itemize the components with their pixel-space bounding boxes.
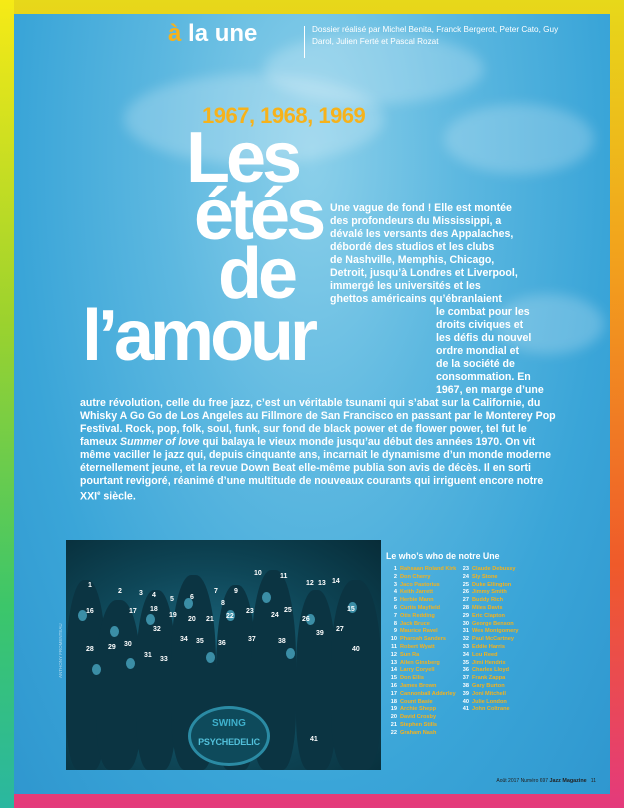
whos-who-number: 29: [462, 612, 469, 619]
whos-who-number: 11: [391, 643, 397, 650]
photo-number: 33: [160, 656, 168, 663]
whos-who-item: [458, 597, 578, 605]
whos-who-name: Wes Montgomery: [472, 628, 519, 635]
whos-who-number: 6: [393, 604, 397, 611]
photo-number: 21: [206, 616, 214, 623]
whos-who-item: [386, 730, 506, 738]
whos-who-item: [458, 636, 578, 644]
whos-who-name: Cannonball Adderley: [400, 690, 456, 697]
whos-who-number: 40: [462, 698, 469, 705]
whos-who-name: Lou Reed: [472, 651, 498, 658]
whos-who-number: 20: [390, 714, 397, 721]
whos-who-name: Jack Bruce: [400, 620, 430, 627]
whos-who-number: 30: [462, 620, 469, 627]
whos-who-item: [458, 652, 578, 660]
whos-who-item: [458, 566, 578, 574]
intro-line: consommation. En: [436, 371, 531, 383]
whos-who-item: [458, 582, 578, 590]
photo-number: 23: [246, 608, 254, 615]
headline-word-1: Les: [186, 118, 299, 198]
whos-who-name: Larry Coryell: [400, 667, 435, 674]
whos-who-name: Jimmy Smith: [472, 589, 507, 596]
photo-number: 11: [280, 573, 288, 580]
photo-number: 40: [352, 646, 360, 653]
whos-who-name: Paul McCartney: [472, 636, 514, 643]
whos-who-item: [458, 605, 578, 613]
photo-number: 25: [284, 607, 292, 614]
whos-who-item: [458, 621, 578, 629]
whos-who-name: Allen Ginsberg: [400, 659, 440, 666]
whos-who-name: Claude Debussy: [472, 566, 516, 572]
photo-number: 38: [278, 638, 286, 645]
photo-number: 4: [152, 592, 156, 599]
whos-who-number: 7: [393, 612, 397, 619]
whos-who-name: James Brown: [400, 682, 437, 689]
dossier-credits: Dossier réalisé par Michel Benita, Franck Bergerot, Peter Cato, Guy Darol, Julien Ferté et Pascal Rozat: [312, 25, 559, 46]
whos-who-number: 17: [390, 690, 397, 697]
photo-number: 39: [316, 630, 324, 637]
photo-number: 37: [248, 636, 256, 643]
whos-who-number: 2: [393, 573, 397, 580]
headline-word-3: de: [218, 234, 295, 314]
whos-who-name: Jimi Hendrix: [472, 659, 506, 666]
whos-who-name: Robert Wyatt: [400, 643, 435, 650]
whos-who-name: Archie Shepp: [400, 706, 437, 713]
whos-who-name: George Benson: [472, 620, 514, 627]
whos-who-name: Frank Zappa: [472, 675, 506, 682]
whos-who-item: [458, 683, 578, 691]
photo-number: 36: [218, 640, 226, 647]
photo-number: 18: [150, 606, 158, 613]
whos-who-number: 24: [462, 573, 469, 580]
whos-who-number: 5: [393, 597, 397, 604]
whos-who-name: John Coltrane: [472, 706, 510, 713]
whos-who-name: Julie London: [472, 698, 507, 705]
photo-number: 6: [190, 594, 194, 601]
photo-number: 28: [86, 646, 94, 653]
whos-who-item: [458, 644, 578, 652]
whos-who-name: Eric Clapton: [472, 612, 505, 619]
whos-who-name: Joni Mitchell: [472, 690, 506, 697]
whos-who-name: Keith Jarrett: [400, 589, 433, 596]
whos-who-name: Graham Nash: [400, 729, 437, 736]
photo-number: 2: [118, 588, 122, 595]
whos-who-name: Maurice Ravel: [400, 628, 438, 635]
whos-who-number: 19: [390, 706, 397, 713]
summer-of-love: Summer of love: [120, 436, 200, 448]
whos-who-number: 8: [393, 620, 397, 627]
whos-who-number: 16: [390, 682, 397, 689]
intro-line: ordre mondial et: [436, 345, 519, 357]
whos-who-item: [458, 628, 578, 636]
whos-who-number: 12: [390, 651, 397, 658]
whos-who-item: [458, 699, 578, 707]
page-number: 11: [590, 778, 596, 784]
whos-who-number: 27: [462, 597, 469, 604]
intro-line: dévalé les versants des Appalaches,: [330, 228, 514, 240]
whos-who-name: Rahsaan Roland Kirk: [400, 566, 457, 572]
intro-line: 1967, en marge d’une: [436, 384, 544, 396]
whos-who-item: [458, 691, 578, 699]
headline-word-2: étés: [194, 175, 323, 255]
whos-who-number: 18: [390, 698, 397, 705]
intro-right-column: [330, 202, 570, 306]
photo-number: 35: [196, 638, 204, 645]
rubric-divider: [304, 26, 305, 58]
whos-who-item: [458, 706, 578, 714]
rubric-title: à la une: [168, 20, 258, 47]
photo-number: 30: [124, 641, 132, 648]
whos-who-item: [458, 574, 578, 582]
photo-number: 41: [310, 736, 318, 743]
photo-number: 12: [306, 580, 314, 587]
whos-who-number: 14: [390, 667, 397, 674]
intro-line: ghettos américains qu’ébranlaient: [330, 293, 502, 305]
intro-line: de la société de: [436, 358, 515, 370]
photo-number: 13: [318, 580, 326, 587]
whos-who-number: 15: [390, 675, 397, 682]
photo-number: 15: [347, 606, 355, 613]
photo-number: 17: [129, 608, 137, 615]
whos-who-name: Buddy Rich: [472, 597, 504, 604]
photo-number: 31: [144, 652, 152, 659]
whos-who-number: 9: [393, 628, 397, 635]
whos-who-name: Stephen Stills: [400, 721, 437, 728]
whos-who-number: 26: [462, 589, 469, 596]
whos-who-number: 37: [462, 675, 469, 682]
whos-who-number: 34: [462, 651, 469, 658]
whos-who-number: 4: [393, 589, 397, 596]
photo-number: 10: [254, 570, 262, 577]
intro-line: immergé les universités et les: [330, 280, 481, 292]
whos-who-number: 32: [462, 636, 469, 643]
whos-who-name: David Crosby: [400, 714, 437, 721]
photo-number: 26: [302, 616, 310, 623]
whos-who-name: Herbie Mann: [400, 597, 434, 604]
page-footer: Août 2017 Numéro 697 Jazz Magazine 11: [496, 778, 596, 784]
whos-who-name: Pharoah Sanders: [400, 636, 447, 643]
intro-narrow-column: [436, 306, 586, 397]
whos-who-number: 22: [390, 729, 397, 736]
photo-number: 20: [188, 616, 196, 623]
whos-who-number: 38: [462, 682, 469, 689]
whos-who-number: 36: [462, 667, 469, 674]
whos-who-name: Otis Redding: [400, 612, 435, 619]
whos-who-number: 35: [462, 659, 469, 666]
photo-number: 3: [139, 590, 143, 597]
whos-who-name: Eddie Harris: [472, 643, 505, 650]
photo-number: 8: [221, 600, 225, 607]
photo-number: 27: [336, 626, 344, 633]
intro-line: droits civiques et: [436, 319, 524, 331]
whos-who-name: Gary Burton: [472, 682, 505, 689]
whos-who-number: 39: [462, 690, 469, 697]
whos-who-item: [458, 675, 578, 683]
intro-line: Une vague de fond ! Elle est montée: [330, 202, 512, 214]
intro-line: débordé des studios et les clubs: [330, 241, 495, 253]
years-kicker: 1967, 1968, 1969: [202, 103, 366, 128]
whos-who-name: Miles Davis: [472, 604, 503, 611]
photo-number: 22: [226, 613, 234, 620]
whos-who-number: 41: [462, 706, 469, 713]
whos-who-number: 13: [390, 659, 397, 666]
whos-who-name: Curtis Mayfield: [400, 604, 441, 611]
photo-number: 32: [153, 626, 161, 633]
whos-who-number: 1: [393, 566, 397, 572]
photo-credit: ANTHONY FROMENTEAU: [58, 623, 63, 678]
photo-number: 19: [169, 612, 177, 619]
whos-who-name: Duke Ellington: [472, 581, 512, 588]
whos-who-item: [458, 589, 578, 597]
photo-number: 7: [214, 588, 218, 595]
cover-photo: [66, 540, 381, 770]
whos-who-item: [458, 613, 578, 621]
whos-who-number: 10: [390, 636, 397, 643]
whos-who-name: Charles Lloyd: [472, 667, 509, 674]
whos-who-name: Jaco Pastorius: [400, 581, 440, 588]
whos-who-column-2: [458, 566, 578, 714]
intro-line: le combat pour les: [436, 306, 530, 318]
intro-line: des profondeurs du Mississippi, a: [330, 215, 502, 227]
whos-who-number: 33: [462, 643, 469, 650]
photo-number: 1: [88, 582, 92, 589]
headline-word-4: l’amour: [82, 296, 315, 376]
whos-who-number: 21: [390, 721, 397, 728]
whos-who-name: Count Basie: [400, 698, 433, 705]
whos-who-number: 23: [462, 566, 469, 572]
whos-who-number: 31: [462, 628, 469, 635]
drum-skin: SWING PSYCHEDELIC: [188, 706, 270, 766]
photo-number: 29: [108, 644, 116, 651]
whos-who-name: Sun Ra: [400, 651, 420, 658]
photo-number: 24: [271, 612, 279, 619]
whos-who-name: Don Cherry: [400, 573, 431, 580]
photo-number: 5: [170, 596, 174, 603]
whos-who-item: [386, 722, 506, 730]
whos-who-number: 25: [462, 581, 469, 588]
intro-body: autre révolution, celle du free jazz, c’est un véritable tsunami qui s’abat sur la Californie, du Whisky A Go Go de Los Angeles au Fillmore de San Francisco en passant par le Monterey Pop Festival. Rock, pop, folk, soul, funk, sur fond de black power et de flower power, tel fut le fameux Summer of love qui balaya le vieux monde jusqu’au début des années 1970. On vit même vaciller le jazz qui, depuis cinquante ans, incarnait le dynamisme d’un monde moderne éternellement jeune, et la revue Down Beat elle-même publia son avis de décès. Il en sorti pourtant revigoré, réanimé d’une multitude de nouveaux courants qui irriguent encore notre XXIe siècle.: [80, 397, 556, 503]
whos-who-name: Don Ellis: [400, 675, 424, 682]
photo-number: 14: [332, 578, 340, 585]
intro-line: les défis du nouvel: [436, 332, 532, 344]
whos-who-name: Sly Stone: [472, 573, 498, 580]
photo-number: 16: [86, 608, 94, 615]
whos-who-title: Le who’s who de notre Une: [386, 551, 500, 561]
intro-line: Detroit, jusqu’à Londres et Liverpool,: [330, 267, 518, 279]
whos-who-item: [458, 667, 578, 675]
whos-who-number: 28: [462, 604, 469, 611]
photo-number: 9: [234, 588, 238, 595]
photo-number: 34: [180, 636, 188, 643]
intro-line: de Nashville, Memphis, Chicago,: [330, 254, 495, 266]
whos-who-item: [458, 660, 578, 668]
whos-who-item: [386, 714, 506, 722]
whos-who-number: 3: [393, 581, 397, 588]
